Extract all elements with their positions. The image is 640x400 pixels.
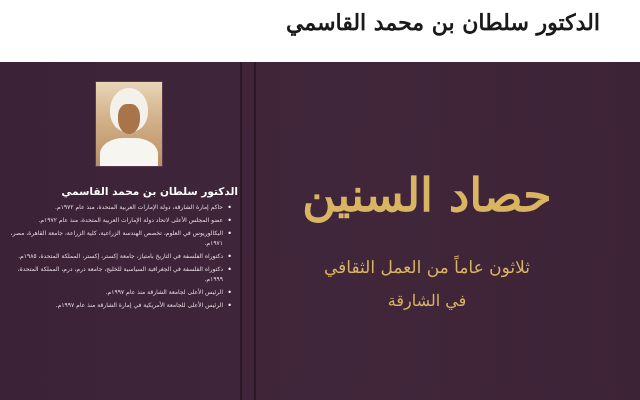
bio-item: • الرئيس الأعلى للجامعة الأمريكية في إمارة الشارقة منذ عام ١٩٩٧م. [10,301,232,311]
book-title: حصاد السنين [302,168,552,222]
bio-item: • دكتوراه الفلسفة في الجغرافية السياسية للخليج، جامعة درم، درم، المملكة المتحدة، ١٩٩٩م. [10,265,232,285]
bio-item: • حاكم إمارة الشارقة، دولة الإمارات العربية المتحدة، منذ عام ١٩٧٢م. [10,203,232,213]
bio-item: • البكالوريوس في العلوم، تخصص الهندسة الزراعية، كلية الزراعة، جامعة القاهرة، مصر، ١٩٧١م. [10,229,232,249]
bio-list [10,203,232,314]
bio-item: • عضو المجلس الأعلى لاتحاد دولة الإمارات العربية المتحدة، منذ عام ١٩٧٢م. [10,216,232,226]
bio-author-name: الدكتور سلطان بن محمد القاسمي [61,186,238,198]
portrait-robe [100,138,158,167]
front-cover-panel [255,62,640,400]
book-subtitle-location: في الشارقة [387,291,467,310]
author-portrait [95,81,163,167]
portrait-face [118,104,140,134]
spine-divider-left [240,62,242,400]
bio-item: • الرئيس الأعلى لجامعة الشارقة منذ عام ١٩٩٧م. [10,288,232,298]
author-calligraphy-header: الدكتور سلطان بن محمد القاسمي [286,10,600,36]
book-subtitle: ثلاثون عاماً من العمل الثقافي [323,258,531,278]
bio-item: • دكتوراه الفلسفة في التاريخ بامتياز، جامعة إكستر، إكستر، المملكة المتحدة، ١٩٨٥م. [10,252,232,262]
